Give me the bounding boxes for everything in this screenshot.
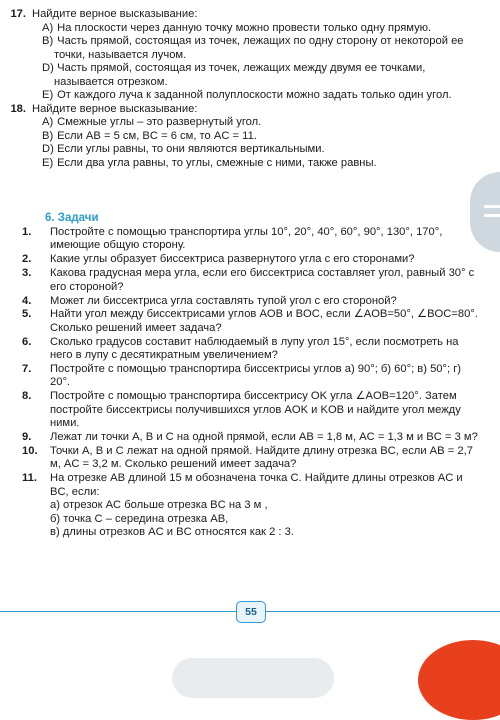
question-number: 18. [10,102,26,115]
test-questions [0,8,500,170]
task-number: 5. [22,308,32,321]
answer-option [32,89,484,103]
answer-option [32,35,484,62]
task-text: Постройте с помощью транспортира углы 10°, 20°, 40°, 60°, 90°, 130°, 170°, имеющие общую сторону. [50,226,443,252]
option-letter: B) [42,129,54,142]
task-text: Найти угол между биссектрисами углов AOB и BOC, если ∠AOB=50°, ∠BOC=80°. Сколько решений имеет задача? [50,308,478,334]
task-number: 7. [22,363,32,376]
option-text: Часть прямой, состоящая из точек, лежащих по одну сторону от некоторой ее точки, называется лучом. [54,35,464,61]
question-stem: Найдите верное высказывание: [32,102,198,115]
answer-option [32,143,484,157]
option-letter: D) [42,143,54,155]
option-letter: B) [42,35,54,47]
answer-option [32,116,484,130]
option-text: Смежные углы – это развернутый угол. [57,116,262,128]
task-number: 6. [22,335,32,348]
task-item [0,363,480,390]
task-text: Постройте с помощью транспортира биссектрису OK угла ∠AOB=120°. Затем постройте биссектрисы получившихся углов AOK и KOB и найдите угол между ними. [50,390,461,430]
option-letter: A) [42,116,54,128]
option-letter: E) [42,156,54,169]
task-number: 10. [22,445,38,457]
option-letter: A) [42,21,54,34]
option-letter: D) [42,62,54,74]
bottom-bar[interactable] [172,658,334,698]
task-item [0,445,480,472]
task-number: 1. [22,226,32,238]
task-number: 11. [22,472,37,485]
question-18 [10,102,484,171]
task-item [0,253,480,266]
task-subitem: а) отрезок AC больше отрезка BC на 3 м , [50,499,268,512]
task-text: Может ли биссектриса угла составлять тупой угол с его стороной? [50,294,397,307]
task-subitem: в) длины отрезков AC и BC относятся как 2 : 3. [50,525,294,538]
option-text: Часть прямой, состоящая из точек, лежащих между двумя ее точками, называется отрезком. [54,62,426,88]
task-number: 3. [22,267,32,280]
answer-option [32,130,484,144]
question-stem: Найдите верное высказывание: [32,8,198,20]
option-text: Если AB = 5 см, BC = 6 см, то AC = 11. [57,129,257,142]
task-text: Какова градусная мера угла, если его биссектриса составляет угол, равный 30° с его стороной? [50,267,475,293]
task-subitem: б) точка C – середина отрезка AB, [50,512,229,525]
task-text: На отрезке AB длиной 15 м обозначена точка C. Найдите длины отрезков AC и BC, если: [50,472,463,498]
answer-option [32,62,484,89]
task-list [0,226,500,540]
answer-option [32,157,484,171]
task-text: Точки A, B и C лежат на одной прямой. Найдите длину отрезка BC, если AB = 2,7 м, AC = 3,2 м. Сколько решений имеет задача? [50,445,473,471]
task-item [0,472,480,539]
task-item [0,226,480,253]
question-17 [10,8,484,103]
answer-option [32,22,484,36]
task-item [0,336,480,363]
task-text: Лежат ли точки A, B и C на одной прямой, если AB = 1,8 м, AC = 1,3 м и BC = 3 м? [50,431,478,444]
task-text: Какие углы образует биссектриса развернутого угла с его сторонами? [50,253,415,266]
task-item [0,390,480,430]
task-item [0,431,480,444]
task-text: Постройте с помощью транспортира биссектрисы углов а) 90°; б) 60°; в) 50°; г) 20°. [50,363,462,389]
option-text: От каждого луча к заданной полуплоскости можно задать только один угол. [57,89,452,101]
option-text: На плоскости через данную точку можно провести только одну прямую. [57,21,432,34]
action-button[interactable] [418,640,500,720]
task-item [0,267,480,294]
task-text: Сколько градусов составит наблюдаемый в лупу угол 15°, если посмотреть на него в лупу с десятикратным увеличением? [50,335,459,362]
option-letter: E) [42,89,54,101]
option-text: Если два угла равны, то углы, смежные с ними, также равны. [57,156,377,169]
task-number: 2. [22,253,32,266]
page-number: 55 [236,601,266,623]
question-number: 17. [10,8,26,20]
menu-icon [484,214,500,217]
task-item [0,308,480,335]
task-number: 4. [22,294,32,307]
task-number: 9. [22,431,32,444]
menu-icon [484,205,500,208]
section-title: 6. Задачи [45,212,99,224]
task-item [0,295,480,308]
task-number: 8. [22,390,32,403]
option-text: Если углы равны, то они являются вертикальными. [57,143,325,155]
